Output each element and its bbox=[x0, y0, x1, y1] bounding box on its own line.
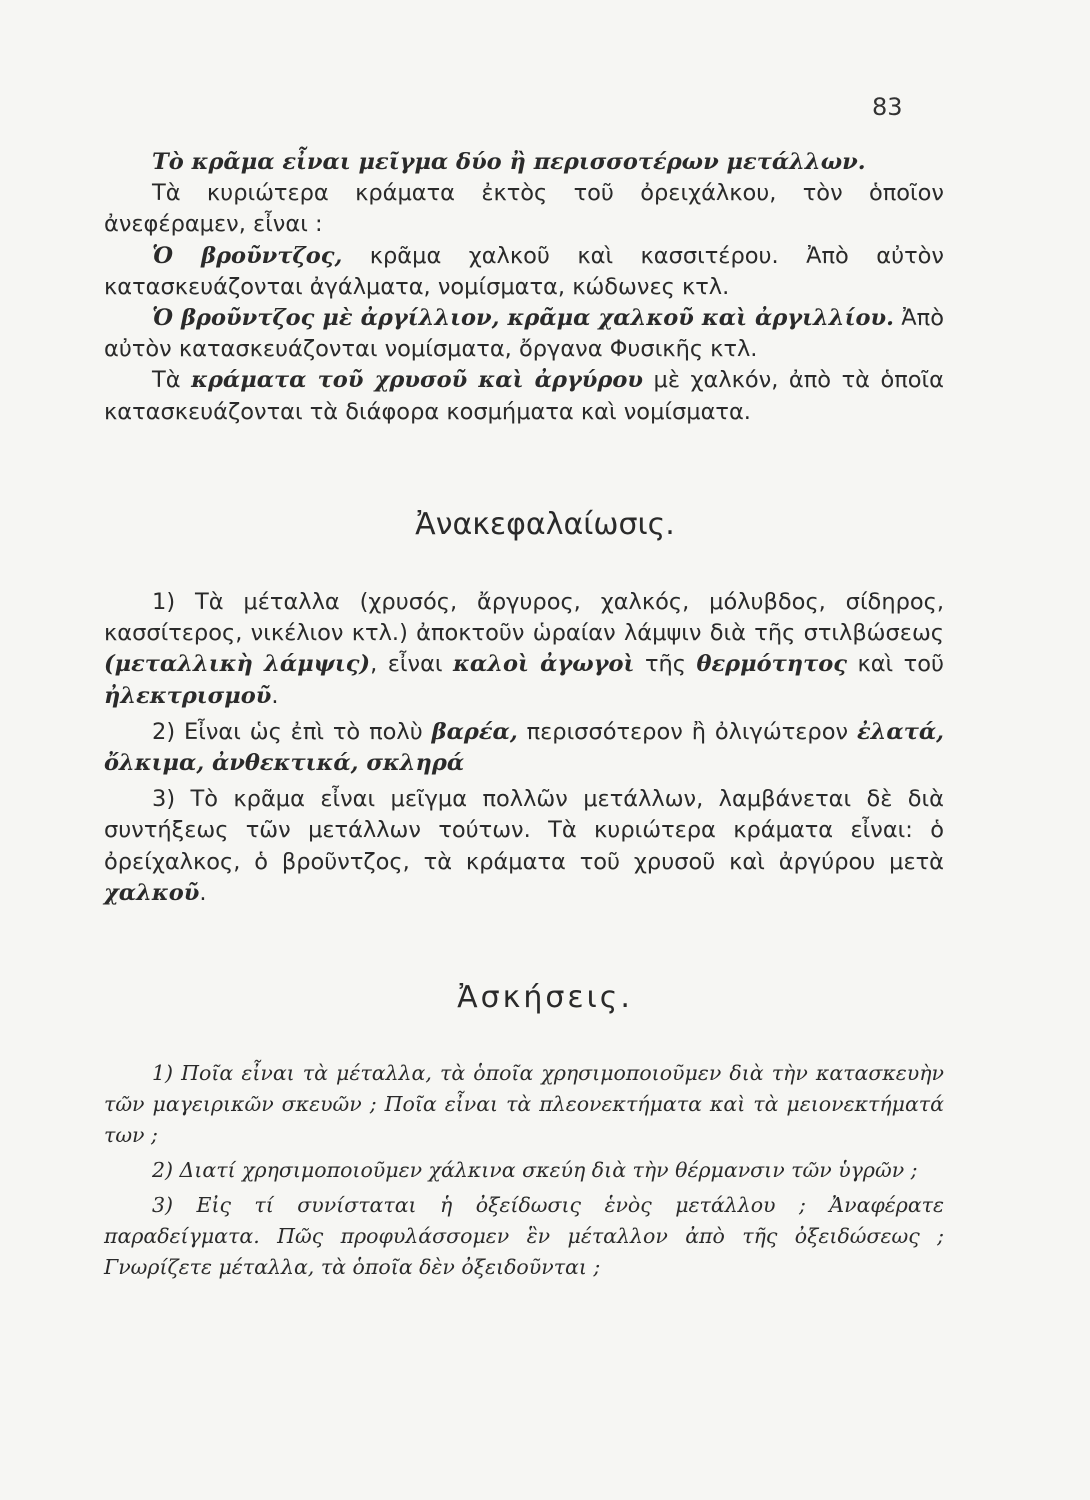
gold-silver-text: μὲ χαλκόν, ἀπὸ τὰ ὁποῖα κατασκευάζονται τὰ διάφορα κοσμήματα καὶ νομίσματα. bbox=[104, 367, 944, 425]
summary-heading: Ἀνακεφαλαίωσις. bbox=[415, 507, 675, 542]
summary-item-3 bbox=[104, 784, 944, 909]
summary-item-1 bbox=[104, 587, 944, 712]
metallic-luster-term: (μεταλλικὴ λάμψις) bbox=[104, 651, 371, 678]
exercise-2: 2) Διατί χρησιμοποιοῦμεν χάλκινα σκεύη διὰ τὴν θέρμανσιν τῶν ὑγρῶν ; bbox=[152, 1158, 918, 1182]
properties-terms: ἐλατά, ὄλκιμα, ἀνθεκτικά, σκληρά bbox=[104, 718, 944, 777]
summary-item-1-text: τῆς bbox=[634, 651, 697, 678]
summary-item-1-text: καὶ τοῦ bbox=[846, 651, 944, 678]
heat-term: θερμότητος bbox=[696, 651, 847, 678]
bronze-term: Ὁ βροῦντζος, bbox=[152, 242, 343, 269]
exercise-3: 3) Εἰς τί συνίσταται ἡ ὀξείδωσις ἑνὸς μετάλλου ; Ἀναφέρατε παραδείγματα. Πῶς προφυλάσσομεν ἓν μέταλλον ἀπὸ τῆς ὀξειδώσεως ; Γνωρίζετε μέταλλα, τὰ ὁποῖα δὲν ὀξειδοῦνται ; bbox=[104, 1193, 944, 1279]
alloys-intro: Τὰ κυριώτερα κράματα ἐκτὸς τοῦ ὀρειχάλκου, τὸν ὁποῖον ἀνεφέραμεν, εἶναι : bbox=[104, 180, 944, 238]
gold-silver-pre: Τὰ bbox=[152, 367, 192, 394]
electricity-term: ἠλεκτρισμοῦ bbox=[104, 682, 272, 709]
heavy-term: βαρέα, bbox=[431, 718, 518, 745]
summary-item-1-text: . bbox=[271, 682, 279, 709]
bronze-text: κρᾶμα χαλκοῦ καὶ κασσιτέρου. Ἀπὸ αὐτὸν κατασκευάζονται ἀγάλματα, νομίσματα, κώδωνες κτλ. bbox=[104, 242, 944, 300]
alloy-bronze-aluminium bbox=[104, 303, 944, 365]
summary-item-1-text: , εἶναι bbox=[370, 651, 454, 678]
summary-item-2-text: περισσότερον ἢ ὀλιγώτερον bbox=[517, 718, 857, 745]
alloys-section bbox=[104, 147, 944, 428]
exercise-1: 1) Ποῖα εἶναι τὰ μέταλλα, τὰ ὁποῖα χρησιμοποιοῦμεν διὰ τὴν κατασκευὴν τῶν μαγειρικῶν σκευῶν ; Ποῖα εἶναι τὰ πλεονεκτήματα καὶ τὰ μειονεκτήματά των ; bbox=[104, 1061, 944, 1147]
summary-section bbox=[104, 587, 944, 909]
copper-term: χαλκοῦ bbox=[104, 879, 200, 906]
alloy-bronze bbox=[104, 241, 944, 303]
exercises-section bbox=[104, 1058, 944, 1283]
summary-item-3-text: . bbox=[199, 879, 207, 906]
alloy-definition: Τὸ κρᾶμα εἶναι μεῖγμα δύο ἢ περισσοτέρων μετάλλων. bbox=[152, 149, 866, 175]
bronze-aluminium-text: Ἀπὸ αὐτὸν κατασκευάζονται νομίσματα, ὄργανα Φυσικῆς κτλ. bbox=[104, 305, 944, 363]
summary-item-2 bbox=[104, 717, 944, 779]
exercises-heading: Ἀσκήσεις. bbox=[457, 980, 633, 1015]
summary-item-3-text: 3) Τὸ κρᾶμα εἶναι μεῖγμα πολλῶν μετάλλων, λαμβάνεται δὲ διὰ συντήξεως τῶν μετάλλων τούτων. Τὰ κυριώτερα κράματα εἶναι: ὁ ὀρείχαλκος, ὁ βροῦντζος, τὰ κράματα τοῦ χρυσοῦ καὶ ἀργύρου μετὰ bbox=[104, 786, 944, 875]
alloy-gold-silver bbox=[104, 365, 944, 427]
summary-item-2-text: 2) Εἶναι ὡς ἐπὶ τὸ πολὺ bbox=[152, 718, 432, 745]
summary-item-1-text: 1) Τὰ μέταλλα (χρυσός, ἄργυρος, χαλκός, μόλυβδος, σίδηρος, κασσίτερος, νικέλιον κτλ.) ἀποκτοῦν ὡραίαν λάμψιν διὰ τῆς στιλβώσεως bbox=[104, 589, 944, 647]
page-number: 83 bbox=[872, 93, 903, 121]
bronze-aluminium-term: Ὁ βροῦντζος μὲ ἀργίλλιον, κρᾶμα χαλκοῦ καὶ ἀργιλλίου. bbox=[152, 305, 894, 332]
gold-silver-term: κράματα τοῦ χρυσοῦ καὶ ἀργύρου bbox=[191, 367, 643, 394]
good-conductors-term: καλοὶ ἀγωγοὶ bbox=[453, 651, 635, 678]
